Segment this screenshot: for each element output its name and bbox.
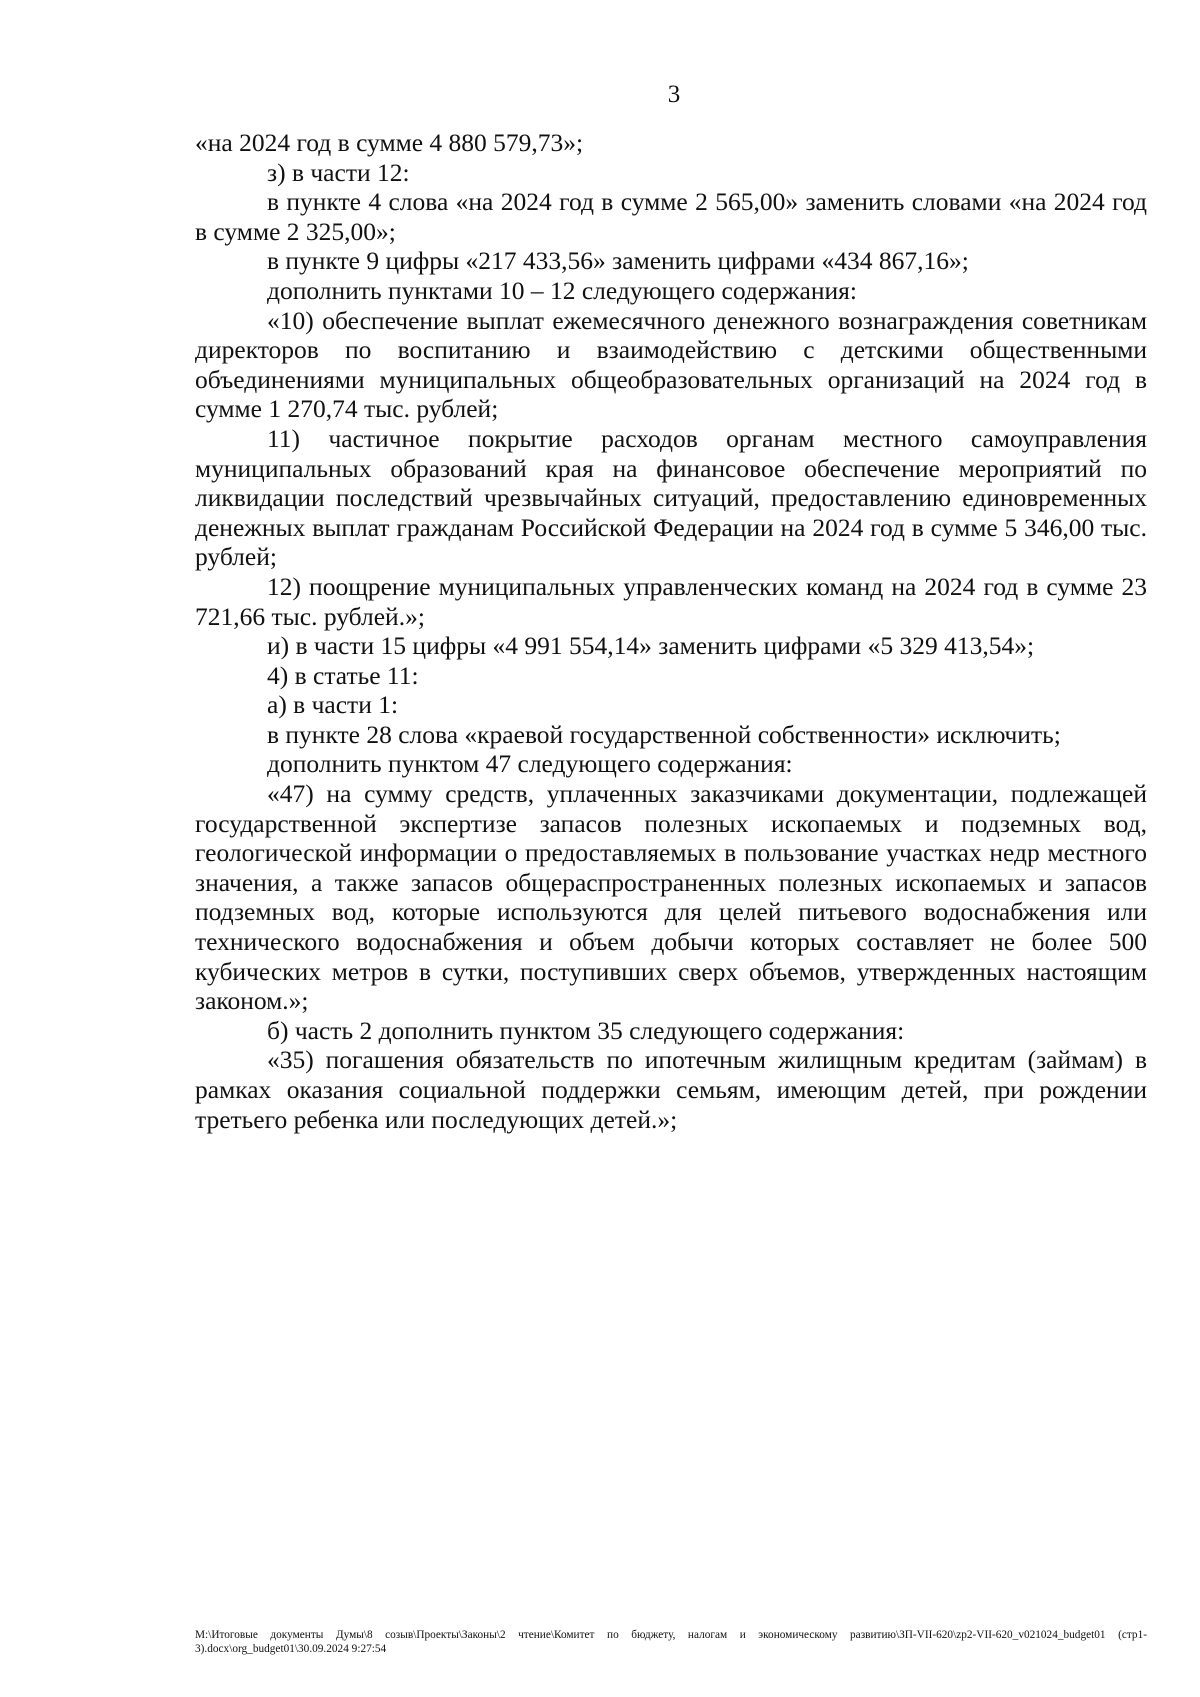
paragraph: «на 2024 год в сумме 4 880 579,73»; — [195, 128, 584, 157]
paragraph: и) в части 15 цифры «4 991 554,14» заменить цифрами «5 329 413,54»; — [267, 631, 1035, 661]
page-number: 3 — [667, 81, 681, 108]
paragraph: в пункте 28 слова «краевой государственной собственности» исключить; — [267, 719, 1061, 749]
document-body — [195, 128, 1147, 1134]
paragraph: дополнить пунктами 10 – 12 следующего содержания: — [267, 275, 857, 305]
paragraph: в пункте 9 цифры «217 433,56» заменить цифрами «434 867,16»; — [267, 246, 969, 276]
paragraph: «47) на сумму средств, уплаченных заказчиками документации, подлежащей государственной экспертизе запасов полезных ископаемых и подземных вод, геологической информации о предоставляемых в пользование участках недр местного значения, а также запасов общераспространенных полезных ископаемых и запасов подземных вод, которые используются для целей питьевого водоснабжения или технического водоснабжения и объем добычи которых составляет не более 500 кубических метров в сутки, поступивших сверх объемов, утвержденных настоящим законом.»; — [195, 779, 1147, 1016]
paragraph: 4) в статье 11: — [267, 660, 419, 690]
paragraph: «35) погашения обязательств по ипотечным жилищным кредитам (займам) в рамках оказания социальной поддержки семьям, имеющим детей, при рождении третьего ребенка или последующих детей.»; — [195, 1045, 1147, 1134]
paragraph: б) часть 2 дополнить пунктом 35 следующего содержания: — [267, 1015, 905, 1045]
paragraph: в пункте 4 слова «на 2024 год в сумме 2 565,00» заменить словами «на 2024 год в сумме 2 325,00»; — [195, 187, 1147, 246]
paragraph: 12) поощрение муниципальных управленческих команд на 2024 год в сумме 23 721,66 тыс. рублей.»; — [195, 571, 1147, 631]
paragraph: дополнить пунктом 47 следующего содержания: — [267, 749, 793, 779]
paragraph: 11) частичное покрытие расходов органам местного самоуправления муниципальных образований края на финансовое обеспечение мероприятий по ликвидации последствий чрезвычайных ситуаций, предоставлению единовременных денежных выплат гражданам Российской Федерации на 2024 год в сумме 5 346,00 тыс. рублей; — [195, 423, 1147, 572]
paragraph: з) в части 12: — [267, 157, 410, 187]
paragraph: а) в части 1: — [267, 690, 399, 720]
paragraph: «10) обеспечение выплат ежемесячного денежного вознаграждения советникам директоров по воспитанию и взаимодействию с детскими общественными объединениями муниципальных общеобразовательных организаций на 2024 год в сумме 1 270,74 тыс. рублей; — [195, 305, 1147, 424]
file-path-footer: M:\Итоговые документы Думы\8 созыв\Проекты\Законы\2 чтение\Комитет по бюджету, налогам и экономическому развитию\ЗП-VII-620\zp2-VII-620_v021024_budget01 (стр1-3).docx\org_budget01\30.09.2024 9:27:54 — [195, 1629, 1147, 1655]
